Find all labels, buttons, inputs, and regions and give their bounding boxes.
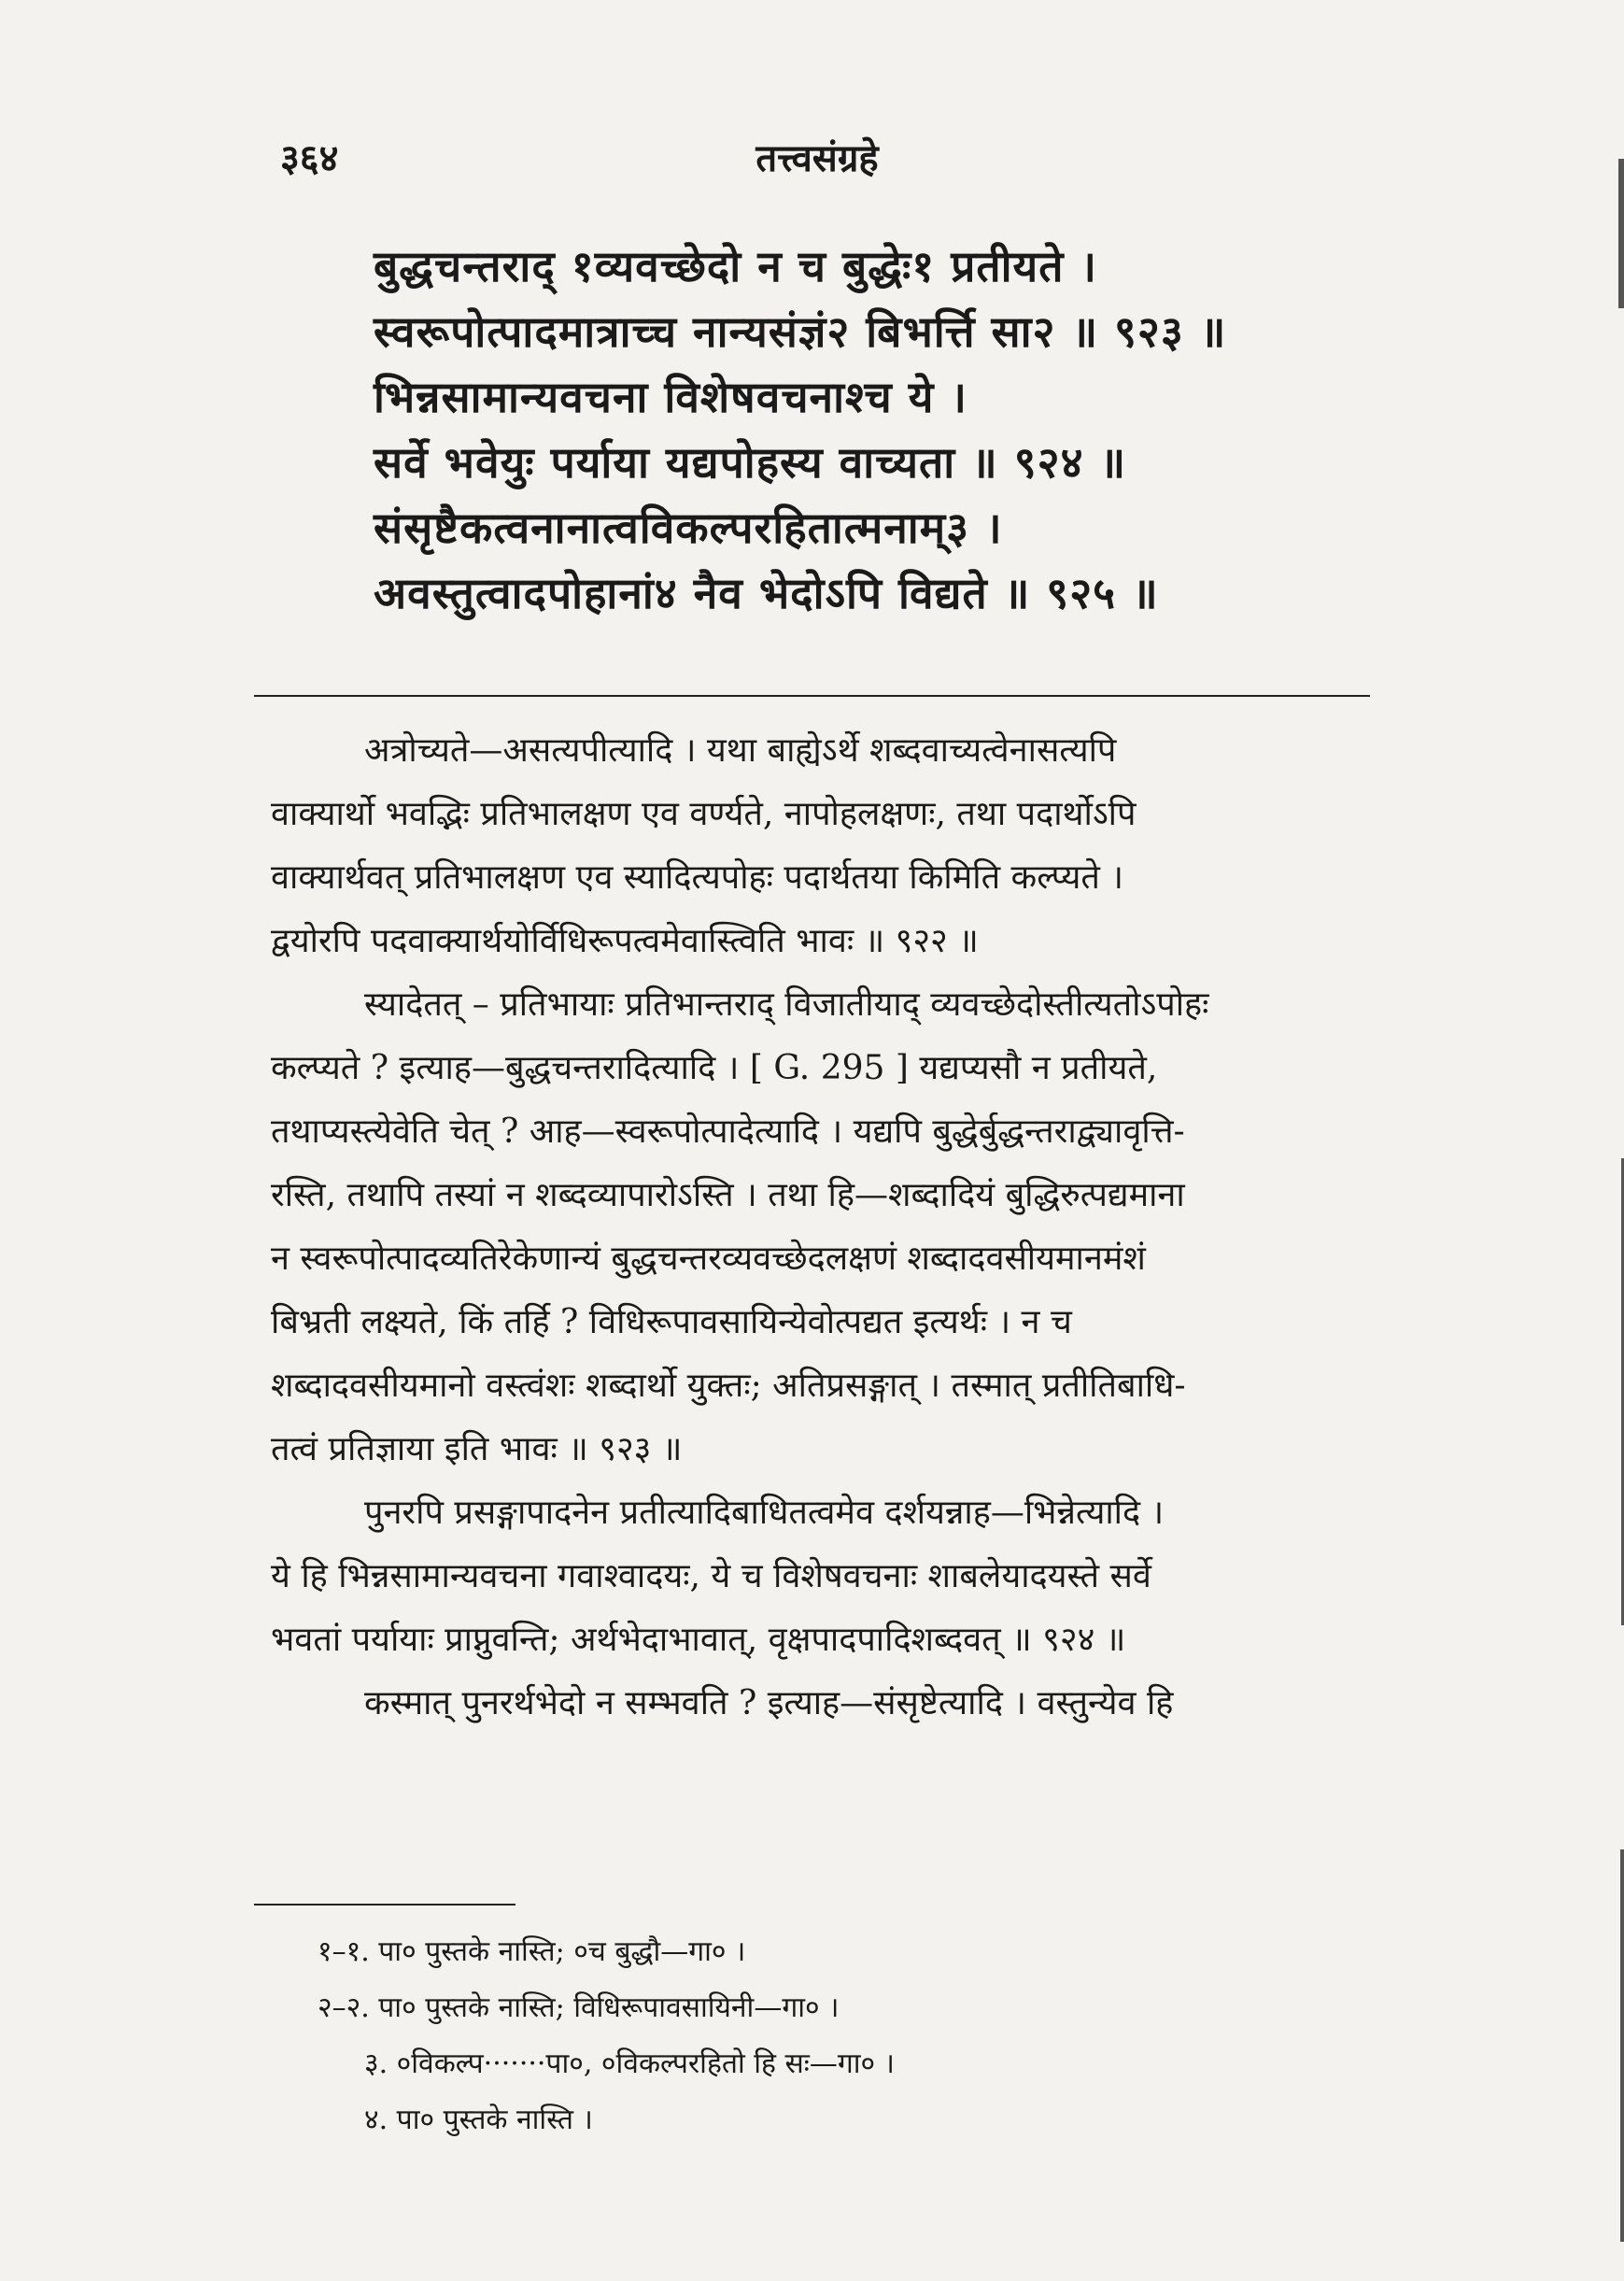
commentary-line: तथाप्यस्त्येवेति चेत् ? आह—स्वरूपोत्पादेत्यादि । यद्यपि बुद्धेर्बुद्धन्तराद्व्यावृत्ति- [271,1112,1185,1151]
commentary-line: भवतां पर्यायाः प्राप्नुवन्ति; अर्थभेदाभावात्, वृक्षपादपादिशब्दवत् ॥ ९२४ ॥ [271,1621,1126,1659]
page-number: ३६४ [280,136,339,180]
running-title: तत्त्वसंग्रहे [756,136,879,180]
verse-divider [254,695,1370,697]
commentary-line: द्वयोरपि पदवाक्यार्थयोर्विधिरूपत्वमेवास्त्विति भावः ॥ ९२२ ॥ [271,922,979,960]
footnote-line: २–२. पा० पुस्तके नास्ति; विधिरूपावसायिनी—गा० । [318,1991,840,2024]
commentary-line: वाक्यार्थो भवद्भिः प्रतिभालक्षण एव वर्ण्यते, नापोहलक्षणः, तथा पदार्थोऽपि [271,795,1137,833]
verse-line: बुद्धचन्तराद् १व्यवच्छेदो न च बुद्धेः१ प्रतीयते । [374,241,1097,291]
footnote-line: ४. पा० पुस्तके नास्ति । [364,2104,593,2136]
commentary-block [271,719,1447,1736]
verse-line: स्वरूपोत्पादमात्राच्च नान्यसंज्ञं२ बिभर्त्ति सा२ ॥ ९२३ ॥ [374,306,1227,357]
commentary-line: तत्वं प्रतिज्ञाया इति भावः ॥ ९२३ ॥ [271,1430,683,1468]
verse-line: भिन्नसामान्यवचना विशेषवचनाश्च ये । [374,372,967,422]
commentary-line: अत्रोच्यते—असत्यपीत्यादि । यथा बाह्येऽर्थे शब्दवाच्यत्वेनासत्यपि [364,731,1117,770]
verse-line: संसृष्टैकत्वनानात्वविकल्परहितात्मनाम्३ । [374,503,1003,553]
verse-block [374,234,1382,626]
footnote-line: ३. ०विकल्प·······पा०, ०विकल्परहितो हि सः—गा० । [364,2047,896,2080]
commentary-line: ये हि भिन्नसामान्यवचना गवाश्वादयः, ये च विशेषवचनाः शाबलेयादयस्ते सर्वे [271,1557,1151,1595]
page-header [280,131,1354,196]
commentary-line: शब्दादवसीयमानो वस्त्वंशः शब्दार्थो युक्तः; अतिप्रसङ्गात् । तस्मात् प्रतीतिबाधि- [271,1367,1186,1405]
commentary-line: वाक्यार्थवत् प्रतिभालक्षण एव स्यादित्यपोहः पदार्थतया किमिति कल्प्यते । [271,858,1123,897]
commentary-line: कल्प्यते ? इत्याह—बुद्धचन्तरादित्यादि । [ G. 295 ] यद्यप्यसौ न प्रतीयते, [271,1049,1158,1087]
footnote-line: १–१. पा० पुस्तके नास्ति; ०च बुद्धौ—गा० । [318,1935,746,1968]
scan-edge-mark [1618,159,1624,308]
footnotes-block [318,1924,1251,2148]
verse-line: अवस्तुत्वादपोहानां४ नैव भेदोऽपि विद्यते ॥ ९२५ ॥ [374,568,1159,618]
commentary-line: न स्वरूपोत्पादव्यतिरेकेणान्यं बुद्धचन्तरव्यवच्छेदलक्षणं शब्दादवसीयमानमंशं [271,1240,1146,1278]
commentary-line: पुनरपि प्रसङ्गापादनेन प्रतीत्यादिबाधितत्वमेव दर्शयन्नाह—भिन्नेत्यादि । [364,1494,1165,1532]
commentary-line: रस्ति, तथापि तस्यां न शब्दव्यापारोऽस्ति । तथा हि—शब्दादियं बुद्धिरुत्पद्यमाना [271,1176,1185,1214]
scan-edge-mark [1620,1849,1624,2242]
verse-line: सर्वे भवेयुः पर्याया यद्यपोहस्य वाच्यता ॥ ९२४ ॥ [374,437,1127,488]
footnote-divider [254,1904,515,1906]
commentary-line: बिभ्रती लक्ष्यते, किं तर्हि ? विधिरूपावसायिन्येवोत्पद्यत इत्यर्थः । न च [271,1303,1072,1341]
commentary-line: कस्मात् पुनरर्थभेदो न सम्भवति ? इत्याह—संसृष्टेत्यादि । वस्तुन्येव हि [364,1684,1174,1722]
commentary-line: स्यादेतत् – प्रतिभायाः प्रतिभान्तराद् विजातीयाद् व्यवच्छेदोस्तीत्यतोऽपोहः [364,985,1209,1024]
